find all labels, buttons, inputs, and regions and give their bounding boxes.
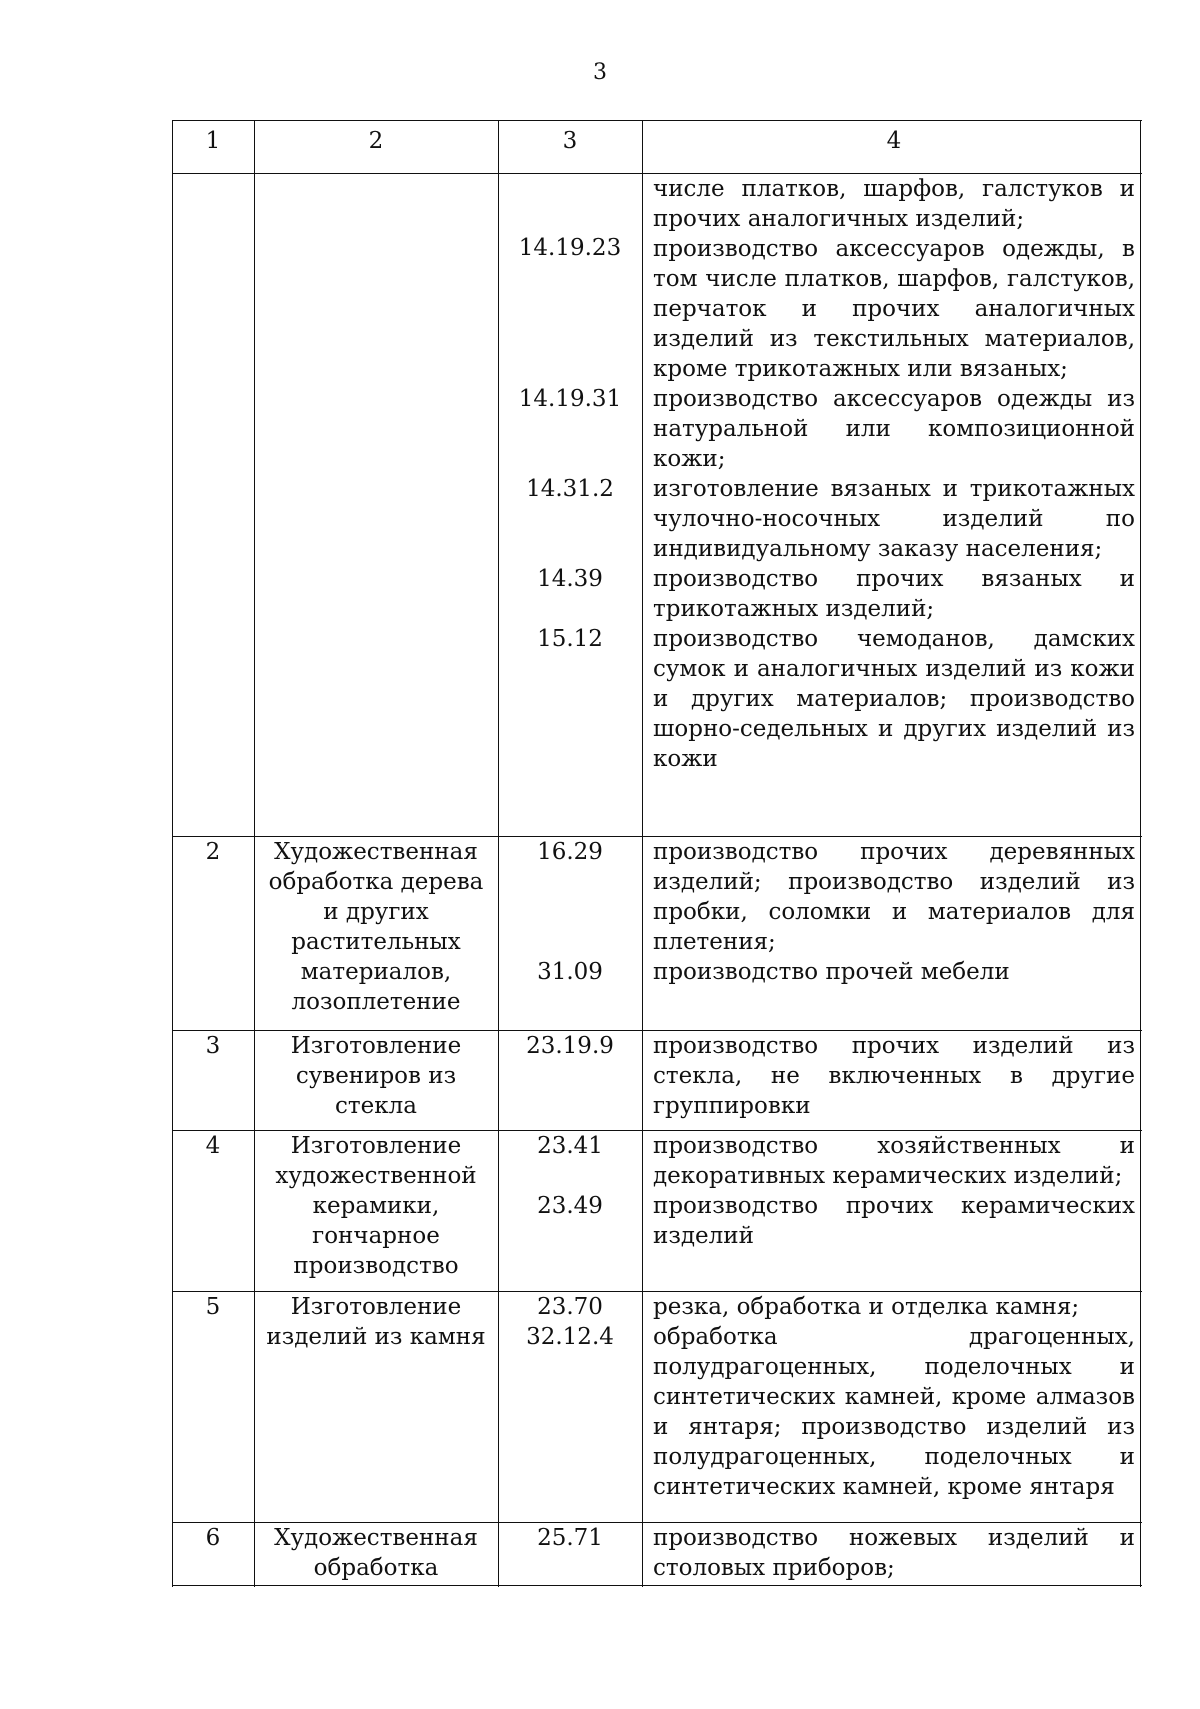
- activity-line: лозоплетение: [291, 989, 461, 1015]
- description-line: чулочно-носочных изделий по: [653, 506, 1135, 532]
- activity-line: растительных: [291, 929, 461, 955]
- description-cell: [653, 837, 1135, 987]
- description-line: производство прочих керамических: [653, 1193, 1135, 1219]
- activity-line: изделий из камня: [266, 1324, 486, 1350]
- description-line: производство прочих изделий из: [653, 1033, 1135, 1059]
- description-line: изготовление вязаных и трикотажных: [653, 476, 1135, 502]
- table-rule: [172, 1585, 1142, 1586]
- activity-line: керамики,: [312, 1193, 440, 1219]
- description-line: прочих аналогичных изделий;: [653, 206, 1025, 232]
- row-number: 6: [205, 1525, 221, 1551]
- row-number: 3: [205, 1033, 221, 1059]
- description-line: плетения;: [653, 929, 776, 955]
- activity-line: обработка дерева: [268, 869, 484, 895]
- description-line: столовых приборов;: [653, 1555, 895, 1581]
- table-rule: [642, 120, 643, 1587]
- activity-line: материалов,: [300, 959, 452, 985]
- row-number: 5: [205, 1294, 221, 1320]
- description-cell: [653, 1523, 1135, 1583]
- description-line: том числе платков, шарфов, галстуков,: [653, 266, 1135, 292]
- page-number: 3: [593, 60, 607, 85]
- activity-cell: [254, 1292, 498, 1352]
- description-line: и янтаря; производство изделий из: [653, 1414, 1135, 1440]
- description-line: обработка драгоценных,: [653, 1324, 1135, 1350]
- description-line: изделий: [653, 1223, 754, 1249]
- description-line: производство прочей мебели: [653, 959, 1010, 985]
- description-line: производство чемоданов, дамских: [653, 626, 1135, 652]
- description-line: производство прочих вязаных и: [653, 566, 1135, 592]
- description-line: производство аксессуаров одежды, в: [653, 236, 1135, 262]
- description-line: кожи;: [653, 446, 726, 472]
- description-line: индивидуальному заказу населения;: [653, 536, 1103, 562]
- activity-line: Изготовление: [290, 1133, 462, 1159]
- activity-cell: [254, 837, 498, 1017]
- okved-code: 14.19.23: [518, 235, 622, 261]
- description-line: изделий; производство изделий из: [653, 869, 1135, 895]
- header-cell-3: 3: [562, 128, 578, 154]
- activity-line: сувениров из: [295, 1063, 457, 1089]
- activity-line: и других: [323, 899, 429, 925]
- description-line: производство ножевых изделий и: [653, 1525, 1135, 1551]
- table-rule: [172, 120, 1142, 121]
- description-cell: [653, 1292, 1135, 1502]
- header-cell-2: 2: [368, 128, 384, 154]
- description-line: стекла, не включенных в другие: [653, 1063, 1135, 1089]
- okved-code: 23.19.9: [526, 1033, 614, 1059]
- description-line: перчаток и прочих аналогичных: [653, 296, 1135, 322]
- activity-cell: [254, 1131, 498, 1281]
- description-line: производство аксессуаров одежды из: [653, 386, 1135, 412]
- okved-code: 15.12: [537, 626, 603, 652]
- description-line: синтетических камней, кроме алмазов: [653, 1384, 1135, 1410]
- description-cell: [653, 1031, 1135, 1121]
- row-number: 4: [205, 1133, 221, 1159]
- activity-line: Изготовление: [290, 1033, 462, 1059]
- activity-line: стекла: [335, 1093, 417, 1119]
- description-line: числе платков, шарфов, галстуков и: [653, 176, 1135, 202]
- header-cell-1: 1: [205, 128, 221, 154]
- description-line: производство хозяйственных и: [653, 1133, 1135, 1159]
- description-line: производство прочих деревянных: [653, 839, 1135, 865]
- activity-line: Изготовление: [290, 1294, 462, 1320]
- okved-code: 25.71: [537, 1525, 603, 1551]
- okved-code: 23.41: [537, 1133, 603, 1159]
- description-line: изделий из текстильных материалов,: [653, 326, 1135, 352]
- description-line: натуральной или композиционной: [653, 416, 1135, 442]
- activity-cell: [254, 1031, 498, 1121]
- activity-line: обработка: [313, 1555, 439, 1581]
- activity-line: производство: [293, 1253, 459, 1279]
- description-line: сумок и аналогичных изделий из кожи: [653, 656, 1135, 682]
- description-line: полудрагоценных, поделочных и: [653, 1354, 1135, 1380]
- description-line: группировки: [653, 1093, 811, 1119]
- services-table: [172, 120, 1142, 1587]
- okved-code: 14.39: [537, 566, 603, 592]
- okved-code: 23.70: [537, 1294, 603, 1320]
- okved-code: 23.49: [537, 1193, 603, 1219]
- okved-code: 16.29: [537, 839, 603, 865]
- description-line: трикотажных изделий;: [653, 596, 935, 622]
- activity-line: Художественная: [274, 839, 478, 865]
- description-line: синтетических камней, кроме янтаря: [653, 1474, 1115, 1500]
- description-line: кожи: [653, 746, 718, 772]
- description-line: кроме трикотажных или вязаных;: [653, 356, 1068, 382]
- table-rule: [1140, 120, 1141, 1587]
- description-line: шорно-седельных и других изделий из: [653, 716, 1135, 742]
- description-cell: [653, 174, 1135, 774]
- row-number: 2: [205, 839, 221, 865]
- activity-cell: [254, 1523, 498, 1583]
- description-line: полудрагоценных, поделочных и: [653, 1444, 1135, 1470]
- okved-code: 14.31.2: [526, 476, 614, 502]
- description-line: резка, обработка и отделка камня;: [653, 1294, 1080, 1320]
- okved-code: 32.12.4: [526, 1324, 614, 1350]
- description-line: декоративных керамических изделий;: [653, 1163, 1123, 1189]
- description-line: пробки, соломки и материалов для: [653, 899, 1135, 925]
- okved-code: 14.19.31: [518, 386, 622, 412]
- description-cell: [653, 1131, 1135, 1251]
- okved-code: 31.09: [537, 959, 603, 985]
- activity-line: художественной: [275, 1163, 477, 1189]
- activity-line: Художественная: [274, 1525, 478, 1551]
- header-cell-4: 4: [886, 128, 902, 154]
- description-line: и других материалов; производство: [653, 686, 1135, 712]
- activity-line: гончарное: [312, 1223, 440, 1249]
